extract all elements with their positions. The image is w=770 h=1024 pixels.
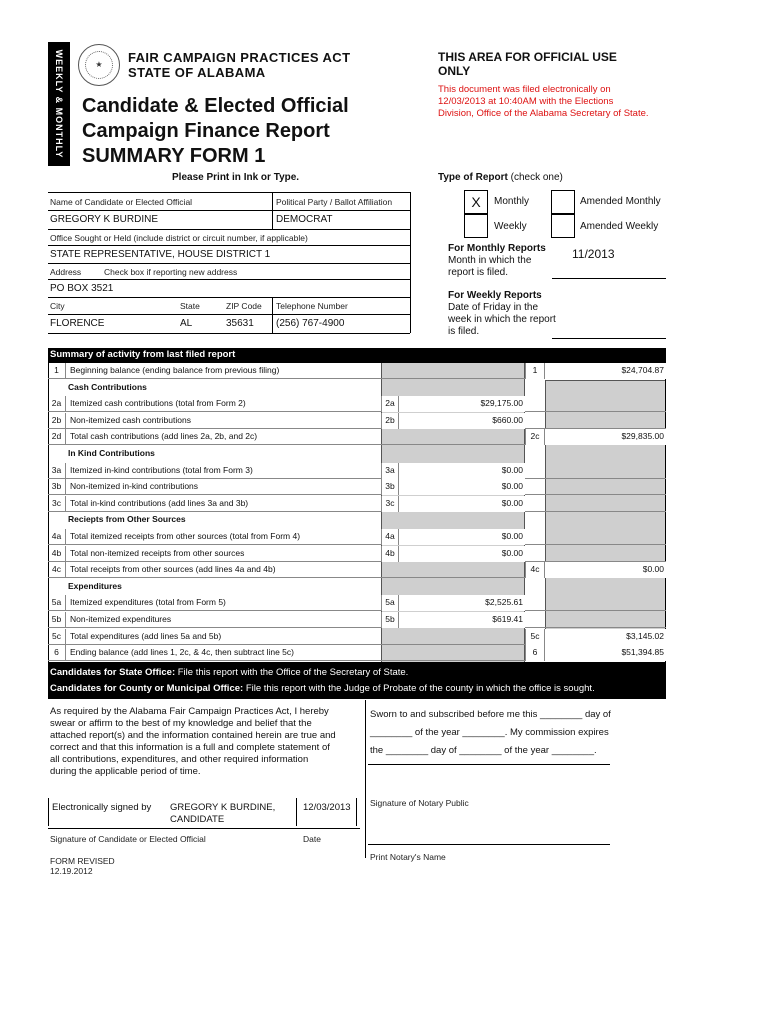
line-description: Itemized in-kind contributions (total from Form 3)	[70, 464, 253, 475]
weekly-reports-note: For Weekly Reports Date of Friday in the week in which the report is filed.	[448, 290, 556, 337]
line-description: Total non-itemized receipts from other sources	[70, 547, 245, 558]
line-ref: 5b	[381, 612, 399, 628]
line-ref: 6	[525, 645, 545, 661]
summary-row	[48, 479, 666, 495]
name-label: Name of Candidate or Elected Official	[50, 197, 193, 207]
line-description: Ending balance (add lines 1, 2c, & 4c, then subtract line 5c)	[70, 647, 294, 658]
amended-monthly-checkbox[interactable]	[551, 190, 575, 214]
line-ref: 5c	[525, 629, 545, 645]
line-amount[interactable]: $3,145.02	[545, 629, 666, 645]
address-label: Address	[50, 267, 82, 277]
date-label: Date	[303, 834, 321, 844]
line-amount[interactable]: $0.00	[399, 479, 525, 495]
line-description: Itemized expenditures (total from Form 5)	[70, 597, 226, 608]
form-revised: FORM REVISED 12.19.2012	[50, 856, 115, 876]
line-description: Non-itemized in-kind contributions	[70, 481, 199, 492]
line-amount[interactable]: $619.41	[399, 612, 525, 628]
summary-row	[48, 595, 666, 611]
signature-date-field[interactable]: 12/03/2013	[303, 802, 351, 813]
line-ref: 2a	[381, 396, 399, 412]
party-label: Political Party / Ballot Affiliation	[276, 197, 393, 207]
summary-row	[48, 529, 666, 545]
section-heading: In Kind Contributions	[68, 448, 155, 458]
monthly-label: Monthly	[494, 196, 530, 207]
line-description: Non-itemized cash contributions	[70, 414, 191, 425]
summary-row	[48, 612, 666, 628]
line-description: Itemized cash contributions (total from Form 2)	[70, 398, 246, 409]
phone-field[interactable]: (256) 767-4900	[276, 318, 345, 329]
line-description: Beginning balance (ending balance from previous filing)	[70, 365, 280, 375]
line-amount[interactable]: $24,704.87	[545, 363, 666, 379]
line-number: 3b	[48, 479, 66, 494]
filed-notice: This document was filed electronically on 12/03/2013 at 10:40AM with the Elections Division, Office of the Alabama Secretary of State.	[438, 84, 649, 119]
notary-name-label: Print Notary's Name	[370, 852, 446, 862]
line-ref: 3c	[381, 496, 399, 512]
weekly-checkbox[interactable]	[464, 214, 488, 238]
line-ref: 2c	[525, 429, 545, 445]
line-number: 4c	[48, 562, 66, 577]
line-number: 4a	[48, 529, 66, 544]
line-description: Total expenditures (add lines 5a and 5b)	[70, 630, 222, 641]
office-label: Office Sought or Held (include district or circuit number, if applicable)	[50, 233, 308, 243]
section-heading: Expenditures	[68, 580, 122, 591]
line-amount[interactable]: $0.00	[399, 463, 525, 479]
line-number: 2d	[48, 429, 66, 444]
summary-row	[48, 496, 666, 512]
summary-heading: Summary of activity from last filed report	[48, 348, 666, 362]
line-ref: 4a	[381, 529, 399, 545]
line-amount[interactable]: $2,525.61	[399, 595, 525, 611]
state-label: State	[180, 301, 200, 311]
summary-row	[48, 546, 666, 562]
line-amount[interactable]: $29,175.00	[399, 396, 525, 412]
line-ref: 2b	[381, 413, 399, 429]
party-field[interactable]: DEMOCRAT	[276, 214, 333, 225]
line-amount[interactable]: $51,394.85	[545, 645, 666, 661]
section-heading: Cash Contributions	[68, 381, 147, 392]
address-field[interactable]: PO BOX 3521	[50, 283, 114, 294]
notary-signature-label: Signature of Notary Public	[370, 798, 469, 808]
report-type-heading: Type of Report (check one)	[438, 172, 563, 183]
line-number: 2b	[48, 413, 66, 428]
candidate-name-field[interactable]: GREGORY K BURDINE	[50, 214, 158, 225]
filing-notice: Candidates for State Office: File this report with the Office of the Secretary of State. Candidates for County or Municipal Office: File this report with the Judge of Probate of the county in which the office is sought.	[48, 663, 666, 699]
zip-field[interactable]: 35631	[226, 318, 254, 329]
line-ref: 3a	[381, 463, 399, 479]
line-number: 3a	[48, 463, 66, 478]
city-field[interactable]: FLORENCE	[50, 318, 105, 329]
address-checkbox-label[interactable]: Check box if reporting new address	[104, 267, 238, 277]
line-number: 5c	[48, 629, 66, 644]
signed-label: Electronically signed by	[52, 802, 152, 813]
line-amount[interactable]: $660.00	[399, 413, 525, 429]
line-ref: 4b	[381, 546, 399, 562]
line-ref: 1	[525, 363, 545, 379]
line-ref: 3b	[381, 479, 399, 495]
phone-label: Telephone Number	[276, 301, 348, 311]
weekly-label: Weekly	[494, 221, 527, 232]
summary-row	[48, 463, 666, 479]
form-title: Candidate & Elected Official Campaign Finance Report SUMMARY FORM 1	[82, 95, 349, 167]
official-use-heading: THIS AREA FOR OFFICIAL USE ONLY	[438, 50, 617, 78]
print-note: Please Print in Ink or Type.	[172, 172, 300, 183]
amended-monthly-label: Amended Monthly	[580, 196, 661, 207]
monthly-reports-note: For Monthly Reports Month in which the report is filed.	[448, 243, 546, 278]
line-description: Total itemized receipts from other sources (total from Form 4)	[70, 531, 301, 541]
notary-text: Sworn to and subscribed before me this ________ day of ________ of the year ________. My commission expires the ________ day of ________ of the year ________.	[370, 709, 611, 756]
line-ref: 5a	[381, 595, 399, 611]
line-amount[interactable]: $0.00	[399, 529, 525, 545]
line-description: Total receipts from other sources (add lines 4a and 4b)	[70, 564, 276, 575]
line-description: Total cash contributions (add lines 2a, 2b, and 2c)	[70, 431, 258, 442]
signer-name: GREGORY K BURDINE, CANDIDATE	[170, 802, 276, 825]
line-number: 1	[48, 363, 66, 378]
amended-weekly-checkbox[interactable]	[551, 214, 575, 238]
zip-label: ZIP Code	[226, 301, 262, 311]
line-number: 4b	[48, 546, 66, 561]
line-ref: 4c	[525, 562, 545, 578]
signature-label: Signature of Candidate or Elected Official	[50, 834, 206, 844]
office-field[interactable]: STATE REPRESENTATIVE, HOUSE DISTRICT 1	[50, 249, 271, 260]
line-number: 2a	[48, 396, 66, 411]
line-description: Total in-kind contributions (add lines 3a and 3b)	[70, 497, 249, 508]
line-amount[interactable]: $0.00	[399, 546, 525, 562]
report-month-field[interactable]: 11/2013	[572, 247, 615, 261]
state-seal-icon: ★	[78, 44, 120, 86]
summary-row	[48, 413, 666, 429]
monthly-checkbox[interactable]: X	[464, 190, 488, 214]
city-label: City	[50, 301, 65, 311]
line-number: 5b	[48, 612, 66, 627]
line-amount[interactable]: $0.00	[399, 496, 525, 512]
amended-weekly-label: Amended Weekly	[580, 221, 659, 232]
affirmation-text: As required by the Alabama Fair Campaign Practices Act, I hereby swear or affirm to the best of my knowledge and belief that the attached report(s) and the information contained herein are true and correct and that this information is a full and complete statement of all contributions, expenditures, and other required information during the applicable period of time.	[50, 706, 336, 777]
line-number: 6	[48, 645, 66, 660]
state-field[interactable]: AL	[180, 318, 193, 329]
summary-row	[48, 396, 666, 412]
line-amount[interactable]: $0.00	[545, 562, 666, 578]
line-amount[interactable]: $29,835.00	[545, 429, 666, 445]
line-number: 3c	[48, 496, 66, 511]
side-tab: WEEKLY & MONTHLY	[48, 42, 70, 166]
act-title: FAIR CAMPAIGN PRACTICES ACT STATE OF ALABAMA	[128, 50, 351, 80]
section-heading: Reciepts from Other Sources	[68, 514, 186, 525]
line-description: Non-itemized expenditures	[70, 614, 172, 624]
line-number: 5a	[48, 595, 66, 610]
